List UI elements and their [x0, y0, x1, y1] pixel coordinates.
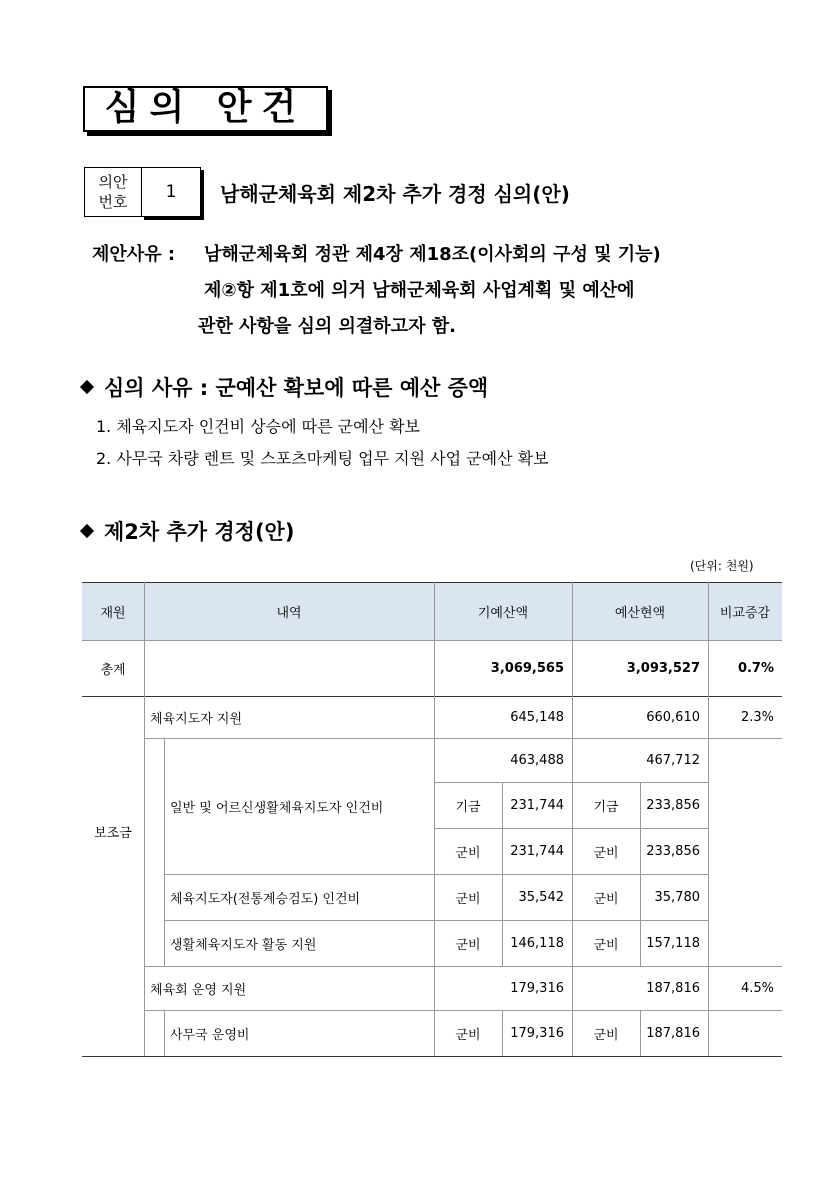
total-current: 3,093,527	[626, 660, 700, 676]
row-traditional-label: 체육지도자(전통계승검도) 인건비	[170, 891, 361, 907]
row-activity-src: 군비	[593, 937, 619, 953]
table-rule	[164, 920, 708, 921]
table-rule	[164, 738, 165, 966]
row-traditional-src: 군비	[593, 891, 619, 907]
row-office-current: 187,816	[646, 1025, 700, 1041]
list-item: 1. 체육지도자 인건비 상승에 따른 군예산 확보	[96, 417, 420, 436]
reason-line-1: 남해군체육회 정관 제4장 제18조(이사회의 구성 및 기능)	[204, 244, 661, 265]
agenda-title: 남해군체육회 제2차 추가 경정 심의(안)	[220, 182, 570, 206]
row-traditional-current: 35,780	[654, 889, 700, 905]
table-rule	[164, 874, 708, 875]
row-activity-current: 157,118	[646, 935, 700, 951]
table-rule	[164, 1010, 165, 1056]
list-item: 2. 사무국 차량 렌트 및 스포츠마케팅 업무 지원 사업 군예산 확보	[96, 449, 549, 468]
table-rule	[502, 782, 503, 966]
group-association-operation: 체육회 운영 지원	[150, 982, 247, 998]
group2-prev: 179,316	[510, 980, 564, 996]
header-detail: 내역	[144, 582, 434, 640]
group1-current: 660,610	[646, 709, 700, 725]
row-general-prev: 463,488	[510, 752, 564, 768]
table-rule	[502, 1010, 503, 1056]
header-source: 재원	[82, 582, 144, 640]
table-rule	[434, 828, 708, 829]
table-rule	[82, 582, 782, 583]
county-current: 233,856	[646, 843, 700, 859]
unit-label: (단위: 천원)	[690, 559, 754, 573]
fund-source-label: 기금	[455, 799, 481, 815]
row-activity-src: 군비	[455, 937, 481, 953]
county-source-label: 군비	[593, 845, 619, 861]
agenda-number-label: 의안 번호	[84, 167, 142, 217]
row-office-label: 사무국 운영비	[170, 1027, 250, 1043]
county-source-label: 군비	[455, 845, 481, 861]
fund-prev: 231,744	[510, 797, 564, 813]
reason-line-2: 제②항 제1호에 의거 남해군체육회 사업계획 및 예산에	[204, 280, 635, 301]
header-prev-budget: 기예산액	[434, 582, 572, 640]
table-rule	[82, 696, 782, 697]
row-activity-prev: 146,118	[510, 935, 564, 951]
fund-current: 233,856	[646, 797, 700, 813]
table-rule	[82, 640, 782, 641]
group-instructor-support: 체육지도자 지원	[150, 711, 243, 727]
table-rule	[144, 1010, 782, 1011]
table-rule	[144, 738, 782, 739]
row-general-current: 467,712	[646, 752, 700, 768]
table-rule	[708, 582, 709, 1056]
row-traditional-prev: 35,542	[518, 889, 564, 905]
section-heading-budget: 제2차 추가 경정(안)	[82, 516, 294, 546]
fund-source-label: 기금	[593, 799, 619, 815]
diamond-bullet-icon	[80, 380, 94, 394]
total-prev: 3,069,565	[490, 660, 564, 676]
agenda-number-value: 1	[141, 167, 201, 217]
row-office-src: 군비	[455, 1027, 481, 1043]
header-change: 비교증감	[708, 582, 782, 640]
row-office-prev: 179,316	[510, 1025, 564, 1041]
row-office-src: 군비	[593, 1027, 619, 1043]
table-rule	[434, 782, 708, 783]
table-rule	[434, 582, 435, 1056]
table-rule	[640, 782, 641, 966]
diamond-bullet-icon	[80, 524, 94, 538]
group2-change: 4.5%	[740, 980, 774, 996]
page-title: 심의 안건	[83, 86, 328, 132]
total-change: 0.7%	[737, 660, 774, 676]
table-rule	[572, 582, 573, 1056]
county-prev: 231,744	[510, 843, 564, 859]
table-rule	[640, 1010, 641, 1056]
subsidy-label: 보조금	[94, 825, 132, 841]
group2-current: 187,816	[646, 980, 700, 996]
reason-label: 제안사유 :	[92, 244, 176, 265]
group1-change: 2.3%	[740, 709, 774, 725]
table-rule	[82, 1056, 782, 1057]
total-label: 총계	[100, 662, 126, 678]
row-activity-label: 생활체육지도자 활동 지원	[170, 937, 317, 953]
row-traditional-src: 군비	[455, 891, 481, 907]
row-general-label: 일반 및 어르신생활체육지도자 인건비	[170, 800, 384, 816]
table-rule	[144, 582, 145, 1056]
reason-line-3: 관한 사항을 심의 의결하고자 함.	[198, 316, 456, 337]
section-heading-reason: 심의 사유 : 군예산 확보에 따른 예산 증액	[82, 372, 488, 402]
group1-prev: 645,148	[510, 709, 564, 725]
table-rule	[144, 966, 782, 967]
header-current-budget: 예산현액	[572, 582, 708, 640]
